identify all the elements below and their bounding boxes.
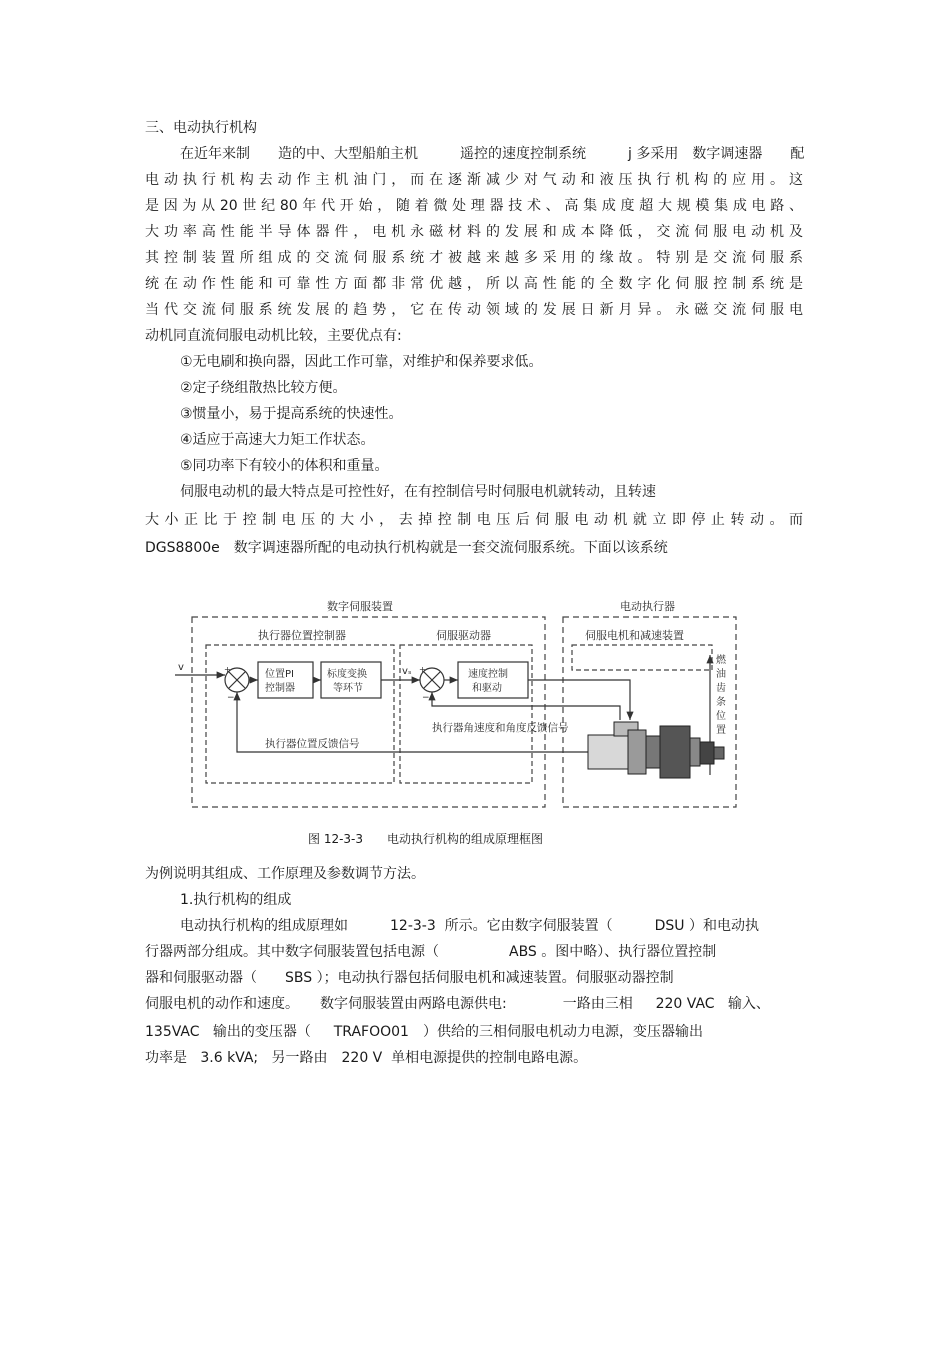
rack-char: 齿 [716, 683, 726, 694]
rack-char: 置 [716, 725, 726, 736]
label-pi-2: 控制器 [265, 683, 295, 694]
list-item: ④适应于高速大力矩工作状态。 [180, 432, 375, 448]
text-line: 动机同直流伺服电动机比较，主要优点有: [145, 328, 402, 344]
label-minus-1: − [227, 693, 235, 703]
label-motor: 伺服电机和减速装置 [585, 629, 684, 642]
text-line: 伺服电机的动作和速度。 数字伺服装置由两路电源供电: 一路由三相 220 VAC 输入、 [145, 996, 770, 1012]
label-input-vs: vₛ [402, 666, 412, 677]
text-line: 统在动作性能和可靠性方面都非常优越，所以高性能的全数字化伺服控制系统是 [145, 276, 803, 292]
label-speed-2: 和驱动 [472, 683, 502, 694]
label-plus-1: + [224, 665, 231, 674]
label-minus-2: − [422, 693, 430, 703]
label-speed-1: 速度控制 [468, 669, 508, 680]
label-scale-2: 等环节 [333, 683, 363, 694]
motor-group [572, 645, 712, 670]
text-line: DGS8800e 数字调速器所配的电动执行机构就是一套交流伺服系统。下面以该系统 [145, 540, 668, 556]
label-plus-2: + [419, 665, 426, 674]
list-item: ②定子绕组散热比较方便。 [180, 380, 347, 396]
list-item: ①无电刷和换向器，因此工作可靠，对维护和保养要求低。 [180, 354, 543, 370]
label-position-feedback: 执行器位置反馈信号 [265, 738, 360, 750]
block-diagram [170, 590, 750, 820]
figure-caption: 图 12-3-3 电动执行机构的组成原理框图 [308, 832, 544, 846]
rack-char: 位 [716, 711, 726, 722]
text-line: 伺服电动机的最大特点是可控性好，在有控制信号时伺服电机就转动，且转速 [180, 484, 656, 500]
label-servo-driver: 伺服驱动器 [436, 629, 491, 642]
text-line: 行器两部分组成。其中数字伺服装置包括电源（ ABS 。图中略）、执行器位置控制 [145, 944, 717, 960]
label-angle-feedback: 执行器角速度和角度反馈信号 [432, 722, 569, 734]
rack-char: 燃 [716, 655, 726, 666]
rack-char: 油 [716, 669, 726, 680]
label-position-controller: 执行器位置控制器 [258, 629, 346, 642]
rack-char: 条 [716, 697, 726, 708]
label-actuator: 电动执行器 [620, 600, 675, 613]
label-scale-1: 标度变换 [327, 669, 367, 680]
text-line: 为例说明其组成、工作原理及参数调节方法。 [145, 866, 425, 882]
subsection-heading: 1.执行机构的组成 [180, 892, 292, 908]
label-pi-1: 位置PI [265, 669, 294, 680]
text-line: 大功率高性能半导体器件，电机永磁材料的发展和成本降低，交流伺服电动机及 [145, 224, 803, 240]
list-item: ③惯量小，易于提高系统的快速性。 [180, 406, 403, 422]
text-line: 电动执行机构的组成原理如 12-3-3 所示。它由数字伺服装置（ DSU ）和电动执 [180, 918, 759, 934]
label-input-v: v [178, 662, 184, 673]
text-line: 电动执行机构去动作主机油门，而在逐渐减少对气动和液压执行机构的应用。这 [145, 172, 803, 188]
text-line: 135VAC 输出的变压器（ TRAFOO01 ）供给的三相伺服电机动力电源，变压器输出 [145, 1024, 703, 1040]
servo-motor-illustration [588, 722, 724, 778]
text-line: 其控制装置所组成的交流伺服系统才被越来越多采用的缘故。特别是交流伺服系 [145, 250, 803, 266]
text-line: 器和伺服驱动器（ SBS ）；电动执行器包括伺服电机和减速装置。伺服驱动器控制 [145, 970, 674, 986]
text-line: 当代交流伺服系统发展的趋势，它在传动领域的发展日新月异。永磁交流伺服电 [145, 302, 803, 318]
text-line: 是因为从20世纪80年代开始，随着微处理器技术、高集成度超大规模集成电路、 [145, 198, 803, 214]
text-line: 功率是 3.6 kVA; 另一路由 220 V 单相电源提供的控制电路电源。 [145, 1050, 588, 1066]
text-line: 在近年来制 造的中、大型船舶主机 遥控的速度控制系统 j 多采用 数字调速器 配 [180, 146, 805, 162]
text-line: 大小正比于控制电压的大小，去掉控制电压后伺服电动机就立即停止转动。而 [145, 512, 803, 528]
label-digital-servo: 数字伺服装置 [327, 600, 393, 613]
section-heading: 三、电动执行机构 [145, 120, 257, 136]
list-item: ⑤同功率下有较小的体积和重量。 [180, 458, 389, 474]
